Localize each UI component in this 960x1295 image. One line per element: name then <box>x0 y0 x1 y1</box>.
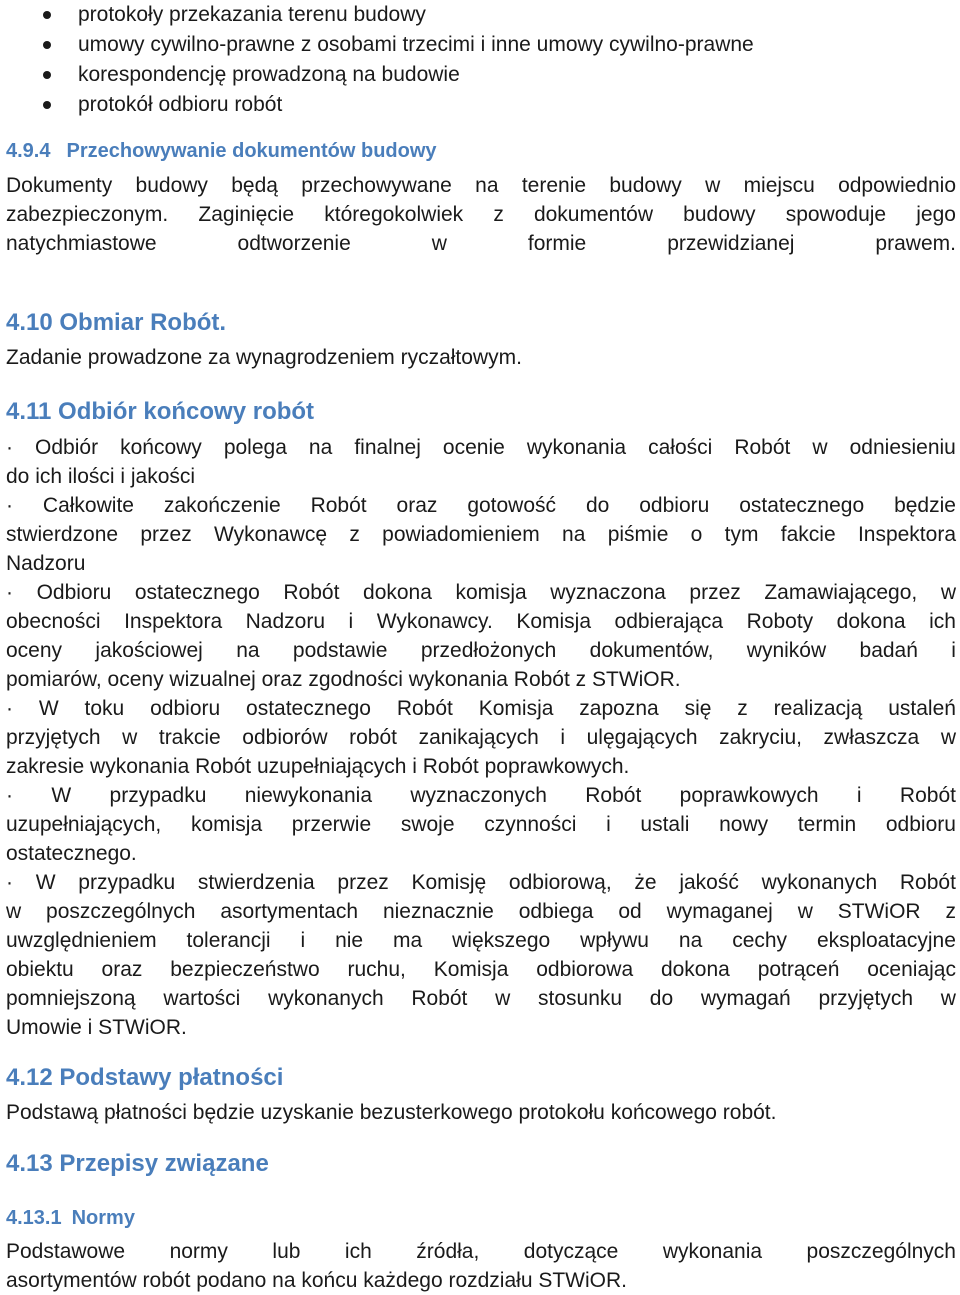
text-line: natychmiastowe odtworzenie w formie przewidzianej prawem. <box>6 232 956 255</box>
list-item: umowy cywilno-prawne z osobami trzecimi i inne umowy cywilno-prawne <box>0 30 960 60</box>
text-line: do ich ilości i jakości <box>6 465 196 488</box>
section-heading-4-9-4 <box>6 140 437 163</box>
paragraph-measurement <box>6 343 956 372</box>
text-line: · W przypadku stwierdzenia przez Komisję odbiorową, że jakość wykonanych Robót <box>6 871 956 894</box>
text-line: · W przypadku niewykonania wyznaczonych Robót poprawkowych i Robót <box>6 784 956 807</box>
text-line: obecności Inspektora Nadzoru i Wykonawcy. Komisja odbierająca Roboty dokona ich <box>6 610 956 633</box>
bullet-icon <box>43 11 51 19</box>
text-line: pomniejszoną wartości wykonanych Robót w stosunku do wymagań przyjętych w <box>6 987 956 1010</box>
text-line: uwzględnieniem tolerancji i nie ma większego wpływu na cechy eksploatacyjne <box>6 929 956 952</box>
text-line: Dokumenty budowy będą przechowywane na terenie budowy w miejscu odpowiednio <box>6 174 956 197</box>
text-line: w poszczególnych asortymentach nieznacznie odbiega od wymaganej w STWiOR z <box>6 900 956 923</box>
paragraph-standards <box>6 1237 956 1295</box>
list-item: protokół odbioru robót <box>0 90 960 120</box>
text-line: · Całkowite zakończenie Robót oraz gotowość do odbioru ostatecznego będzie <box>6 494 956 517</box>
section-title: Przechowywanie dokumentów budowy <box>66 140 437 162</box>
text-line: Podstawowe normy lub ich źródła, dotyczące wykonania poszczególnych <box>6 1240 956 1263</box>
section-title: Normy <box>71 1207 135 1229</box>
text-line: Nadzoru <box>6 552 86 575</box>
bullet-icon <box>43 41 51 49</box>
text-line: zakresie wykonania Robót uzupełniających i Robót poprawkowych. <box>6 755 630 778</box>
text-line: przyjętych w trakcie odbiorów robót zanikających i ulęgających zakryciu, zwłaszcza w <box>6 726 956 749</box>
text-line: pomiarów, oceny wizualnej oraz zgodności wykonania Robót z STWiOR. <box>6 668 681 691</box>
text-line: oceny jakościowej na podstawie przedłożonych dokumentów, wyników badań i <box>6 639 956 662</box>
text-line: · Odbiór końcowy polega na finalnej ocenie wykonania całości Robót w odniesieniu <box>6 436 956 459</box>
list-item: protokoły przekazania terenu budowy <box>0 0 960 30</box>
paragraph-final-acceptance <box>6 433 956 1042</box>
text-line: obiektu oraz bezpieczeństwo ruchu, Komisja odbiorowa dokona potrąceń oceniając <box>6 958 956 981</box>
section-heading-4-10: 4.10 Obmiar Robót. <box>6 309 227 336</box>
section-heading-4-13: 4.13 Przepisy związane <box>6 1150 269 1177</box>
bullet-icon <box>43 101 51 109</box>
text-line: · W toku odbioru ostatecznego Robót Komisja zapozna się z realizacją ustaleń <box>6 697 956 720</box>
text-line: ostatecznego. <box>6 842 137 865</box>
text-line: uzupełniających, komisja przerwie swoje czynności i ustali nowy termin odbioru <box>6 813 956 836</box>
section-number: 4.9.4 <box>6 140 51 162</box>
document-list <box>0 0 960 120</box>
text-line: Podstawą płatności będzie uzyskanie bezusterkowego protokołu końcowego robót. <box>6 1101 777 1124</box>
text-line: Zadanie prowadzone za wynagrodzeniem ryczałtowym. <box>6 346 522 369</box>
text-line: asortymentów robót podano na końcu każdego rozdziału STWiOR. <box>6 1269 627 1292</box>
paragraph-payment <box>6 1098 956 1127</box>
text-line: · Odbioru ostatecznego Robót dokona komisja wyznaczona przez Zamawiającego, w <box>6 581 956 604</box>
text-line: Umowie i STWiOR. <box>6 1016 187 1039</box>
section-number: 4.13.1 <box>6 1207 62 1229</box>
section-heading-4-13-1 <box>6 1207 135 1230</box>
section-heading-4-11: 4.11 Odbiór końcowy robót <box>6 398 315 425</box>
section-heading-4-12: 4.12 Podstawy płatności <box>6 1064 284 1091</box>
text-line: zabezpieczonym. Zaginięcie któregokolwiek z dokumentów budowy spowoduje jego <box>6 203 956 226</box>
text-line: stwierdzone przez Wykonawcę z powiadomieniem na piśmie o tym fakcie Inspektora <box>6 523 956 546</box>
list-item: korespondencję prowadzoną na budowie <box>0 60 960 90</box>
bullet-icon <box>43 71 51 79</box>
paragraph-storage <box>6 171 956 258</box>
